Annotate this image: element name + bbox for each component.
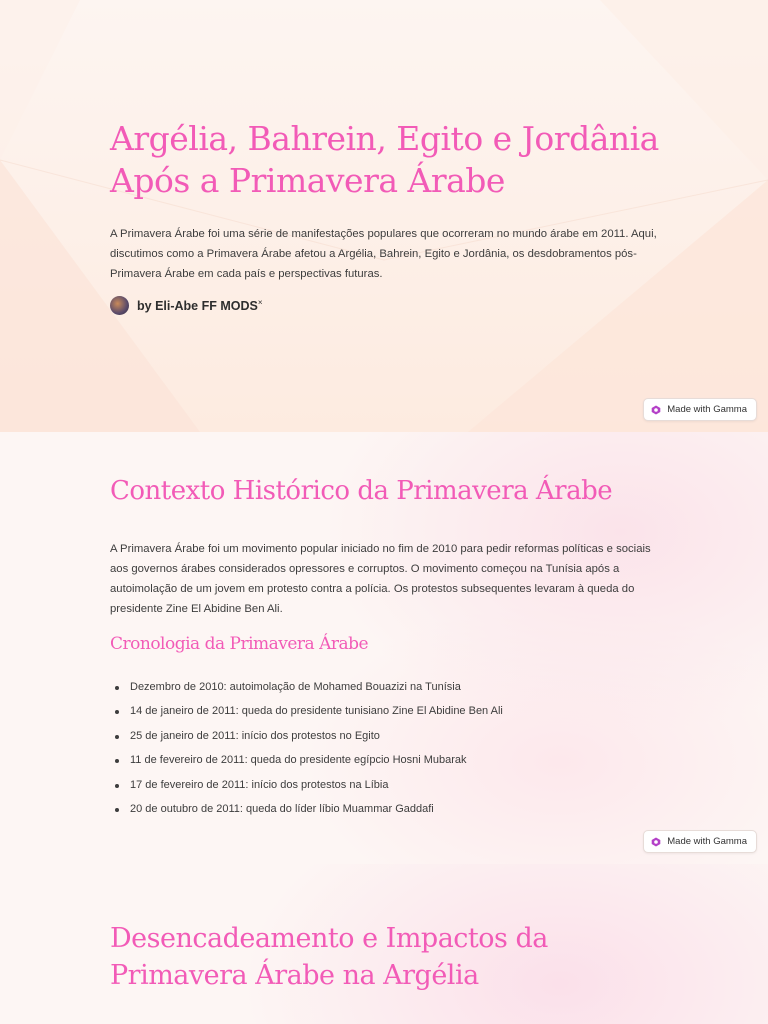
badge-label: Made with Gamma: [667, 836, 747, 847]
section-title: Contexto Histórico da Primavera Árabe: [110, 476, 613, 506]
avatar[interactable]: [110, 296, 129, 315]
list-item: 14 de janeiro de 2011: queda do presidente tunisiano Zine El Abidine Ben Ali: [112, 699, 672, 723]
title-line-2: Primavera Árabe na Argélia: [110, 960, 479, 991]
author-name[interactable]: by Eli-Abe FF MODS×: [137, 297, 263, 314]
made-with-gamma-button[interactable]: [643, 830, 757, 853]
timeline-list: [112, 675, 672, 821]
title-line-1: Argélia, Bahrein, Egito e Jordânia: [110, 119, 659, 158]
author-mark: ×: [257, 297, 263, 307]
slide-context: [0, 432, 768, 864]
page-title: [110, 118, 670, 202]
author-byline[interactable]: [110, 296, 263, 315]
list-item: 17 de fevereiro de 2011: início dos protestos na Líbia: [112, 773, 672, 797]
list-item: 11 de fevereiro de 2011: queda do presidente egípcio Hosni Mubarak: [112, 748, 672, 772]
background-decoration: [0, 0, 768, 432]
made-with-gamma-button[interactable]: [643, 398, 757, 421]
list-item: 20 de outubro de 2011: queda do líder líbio Muammar Gaddafi: [112, 797, 672, 821]
badge-label: Made with Gamma: [667, 404, 747, 415]
list-item: Dezembro de 2010: autoimolação de Mohamed Bouazizi na Tunísia: [112, 675, 672, 699]
gamma-logo-icon: [651, 405, 661, 415]
gamma-logo-icon: [651, 837, 661, 847]
title-line-1: Desencadeamento e Impactos da: [110, 923, 548, 954]
list-item: 25 de janeiro de 2011: início dos protestos no Egito: [112, 724, 672, 748]
intro-paragraph: A Primavera Árabe foi uma série de manifestações populares que ocorreram no mundo árabe em 2011. Aqui, discutimos como a Primavera Árabe afetou a Argélia, Bahrein, Egito e Jordânia, os desdobramentos pós-Primavera Árabe em cada país e perspectivas futuras.: [110, 228, 657, 280]
title-line-2: Após a Primavera Árabe: [110, 161, 505, 200]
timeline-heading: Cronologia da Primavera Árabe: [110, 634, 369, 654]
slide-algeria: [0, 864, 768, 1024]
context-paragraph: A Primavera Árabe foi um movimento popular iniciado no fim de 2010 para pedir reformas políticas e sociais aos governos árabes considerados opressores e corruptos. O movimento começou na Tunísia após a autoimolação de um jovem em protesto contra a polícia. Os protestos subsequentes levaram à queda do presidente Zine El Abidine Ben Ali.: [110, 543, 651, 615]
slide-title: [0, 0, 768, 432]
section-title: [110, 920, 670, 994]
